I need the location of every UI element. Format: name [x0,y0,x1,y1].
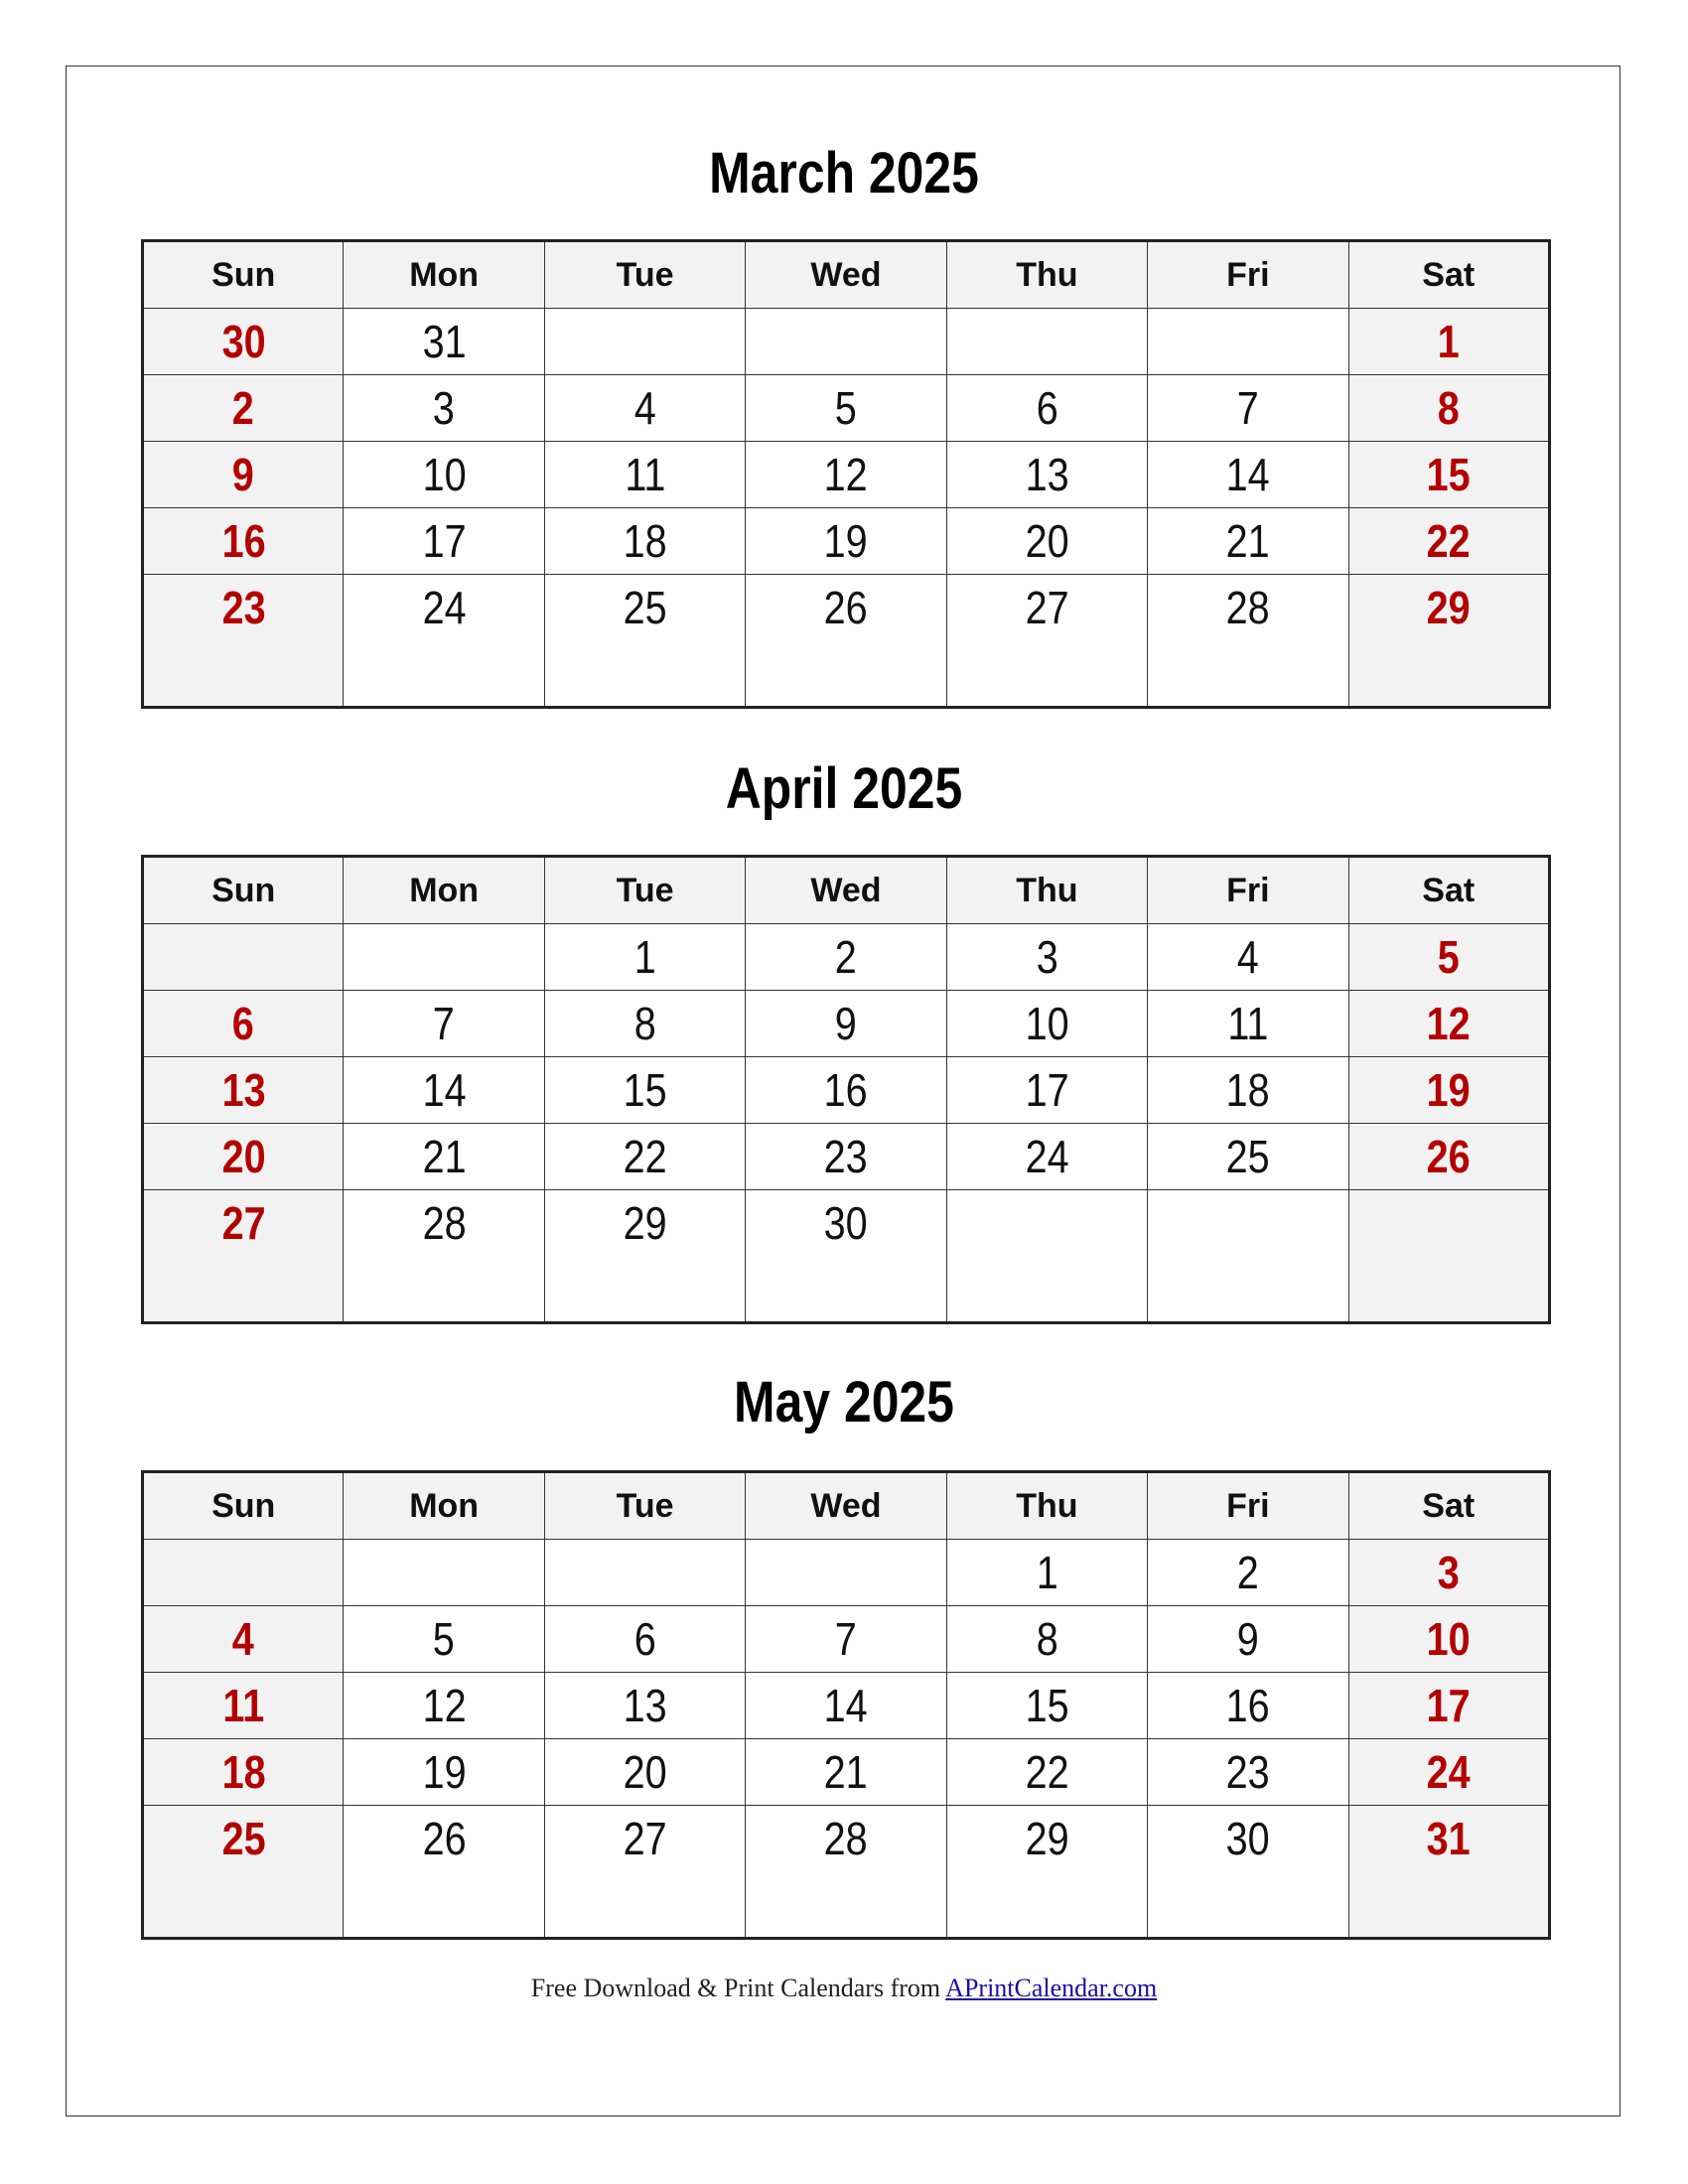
day-cell: 2 [746,924,946,991]
weekday-header: Tue [544,1472,745,1540]
month-title-may: May 2025 [734,1370,954,1434]
day-cell: 26 [344,1806,544,1939]
day-cell: 2 [143,375,344,442]
day-cell: 9 [1148,1606,1348,1673]
day-cell: 16 [143,508,344,575]
footer [0,1974,1688,2003]
day-cell [544,309,745,375]
week-row [143,1190,1550,1323]
weekday-header-row [143,241,1550,309]
day-cell: 22 [946,1739,1147,1806]
day-cell: 19 [746,508,946,575]
day-cell: 14 [1148,442,1348,508]
week-row [143,1806,1550,1939]
day-cell: 4 [544,375,745,442]
day-cell: 25 [143,1806,344,1939]
day-cell: 11 [544,442,745,508]
day-cell: 17 [1348,1673,1549,1739]
month-title-march: March 2025 [709,141,979,205]
day-cell: 8 [544,991,745,1057]
day-cell: 16 [1148,1673,1348,1739]
day-cell: 11 [143,1673,344,1739]
day-cell: 14 [344,1057,544,1124]
day-cell: 20 [544,1739,745,1806]
day-cell: 5 [1348,924,1549,991]
day-cell: 14 [746,1673,946,1739]
day-cell: 30 [143,309,344,375]
weekday-header: Sun [143,1472,344,1540]
day-cell: 17 [946,1057,1147,1124]
day-cell: 25 [544,575,745,708]
day-cell: 4 [1148,924,1348,991]
day-cell: 30 [746,1190,946,1323]
day-cell [143,1540,344,1606]
day-cell [143,924,344,991]
day-cell: 10 [344,442,544,508]
week-row [143,1673,1550,1739]
weekday-header: Mon [344,1472,544,1540]
weekday-header: Thu [946,241,1147,309]
day-cell: 26 [746,575,946,708]
day-cell: 9 [746,991,946,1057]
day-cell: 7 [746,1606,946,1673]
day-cell: 3 [946,924,1147,991]
day-cell: 27 [946,575,1147,708]
weekday-header: Sat [1348,241,1549,309]
footer-text: Free Download & Print Calendars from [530,1974,946,2002]
day-cell [946,1190,1147,1323]
day-cell: 28 [1148,575,1348,708]
day-cell: 1 [544,924,745,991]
day-cell [746,309,946,375]
day-cell: 30 [1148,1806,1348,1939]
weekday-header: Sun [143,857,344,924]
day-cell: 6 [143,991,344,1057]
week-row [143,1540,1550,1606]
day-cell: 24 [344,575,544,708]
day-cell: 1 [1348,309,1549,375]
day-cell: 17 [344,508,544,575]
day-cell: 21 [746,1739,946,1806]
day-cell: 31 [1348,1806,1549,1939]
day-cell: 27 [544,1806,745,1939]
week-row [143,1606,1550,1673]
day-cell: 21 [344,1124,544,1190]
weekday-header: Tue [544,241,745,309]
day-cell: 24 [1348,1739,1549,1806]
day-cell: 5 [344,1606,544,1673]
weekday-header: Tue [544,857,745,924]
day-cell: 29 [946,1806,1147,1939]
weekday-header: Sat [1348,857,1549,924]
weekday-header: Mon [344,241,544,309]
day-cell [344,924,544,991]
day-cell: 10 [1348,1606,1549,1673]
day-cell: 18 [544,508,745,575]
day-cell: 18 [1148,1057,1348,1124]
day-cell [746,1540,946,1606]
day-cell: 28 [746,1806,946,1939]
week-row [143,508,1550,575]
day-cell: 18 [143,1739,344,1806]
day-cell: 16 [746,1057,946,1124]
day-cell: 1 [946,1540,1147,1606]
day-cell: 7 [344,991,544,1057]
day-cell: 15 [544,1057,745,1124]
day-cell: 13 [544,1673,745,1739]
weekday-header: Sun [143,241,344,309]
day-cell: 12 [344,1673,544,1739]
week-row [143,1124,1550,1190]
weekday-header: Wed [746,1472,946,1540]
day-cell: 23 [143,575,344,708]
day-cell: 6 [544,1606,745,1673]
weekday-header: Wed [746,241,946,309]
day-cell: 29 [544,1190,745,1323]
day-cell: 12 [1348,991,1549,1057]
weekday-header: Fri [1148,1472,1348,1540]
weekday-header: Fri [1148,241,1348,309]
day-cell: 19 [1348,1057,1549,1124]
day-cell: 20 [143,1124,344,1190]
weekday-header-row [143,857,1550,924]
weekday-header: Wed [746,857,946,924]
day-cell: 13 [143,1057,344,1124]
day-cell: 3 [1348,1540,1549,1606]
day-cell: 19 [344,1739,544,1806]
day-cell: 9 [143,442,344,508]
weekday-header: Sat [1348,1472,1549,1540]
day-cell: 29 [1348,575,1549,708]
calendar-table-march [141,239,1551,709]
day-cell: 5 [746,375,946,442]
day-cell: 20 [946,508,1147,575]
day-cell: 8 [1348,375,1549,442]
day-cell: 12 [746,442,946,508]
day-cell: 22 [1348,508,1549,575]
week-row [143,924,1550,991]
day-cell: 24 [946,1124,1147,1190]
weekday-header: Thu [946,1472,1147,1540]
day-cell: 25 [1148,1124,1348,1190]
day-cell: 28 [344,1190,544,1323]
day-cell: 27 [143,1190,344,1323]
day-cell: 10 [946,991,1147,1057]
week-row [143,442,1550,508]
day-cell: 3 [344,375,544,442]
week-row [143,991,1550,1057]
calendar-table-may [141,1470,1551,1940]
week-row [143,1739,1550,1806]
day-cell: 26 [1348,1124,1549,1190]
day-cell: 13 [946,442,1147,508]
day-cell: 11 [1148,991,1348,1057]
day-cell: 2 [1148,1540,1348,1606]
week-row [143,1057,1550,1124]
day-cell: 21 [1148,508,1348,575]
week-row [143,309,1550,375]
day-cell: 31 [344,309,544,375]
day-cell: 22 [544,1124,745,1190]
calendar-table-april [141,855,1551,1324]
day-cell [1348,1190,1549,1323]
day-cell: 15 [1348,442,1549,508]
week-row [143,575,1550,708]
day-cell: 8 [946,1606,1147,1673]
week-row [143,375,1550,442]
footer-link[interactable]: APrintCalendar.com [945,1974,1158,2002]
day-cell: 4 [143,1606,344,1673]
day-cell [344,1540,544,1606]
weekday-header: Mon [344,857,544,924]
day-cell: 6 [946,375,1147,442]
weekday-header-row [143,1472,1550,1540]
day-cell: 23 [1148,1739,1348,1806]
day-cell [544,1540,745,1606]
weekday-header: Thu [946,857,1147,924]
weekday-header: Fri [1148,857,1348,924]
month-title-april: April 2025 [725,756,963,821]
day-cell [946,309,1147,375]
day-cell [1148,1190,1348,1323]
day-cell: 23 [746,1124,946,1190]
day-cell: 15 [946,1673,1147,1739]
day-cell: 7 [1148,375,1348,442]
day-cell [1148,309,1348,375]
